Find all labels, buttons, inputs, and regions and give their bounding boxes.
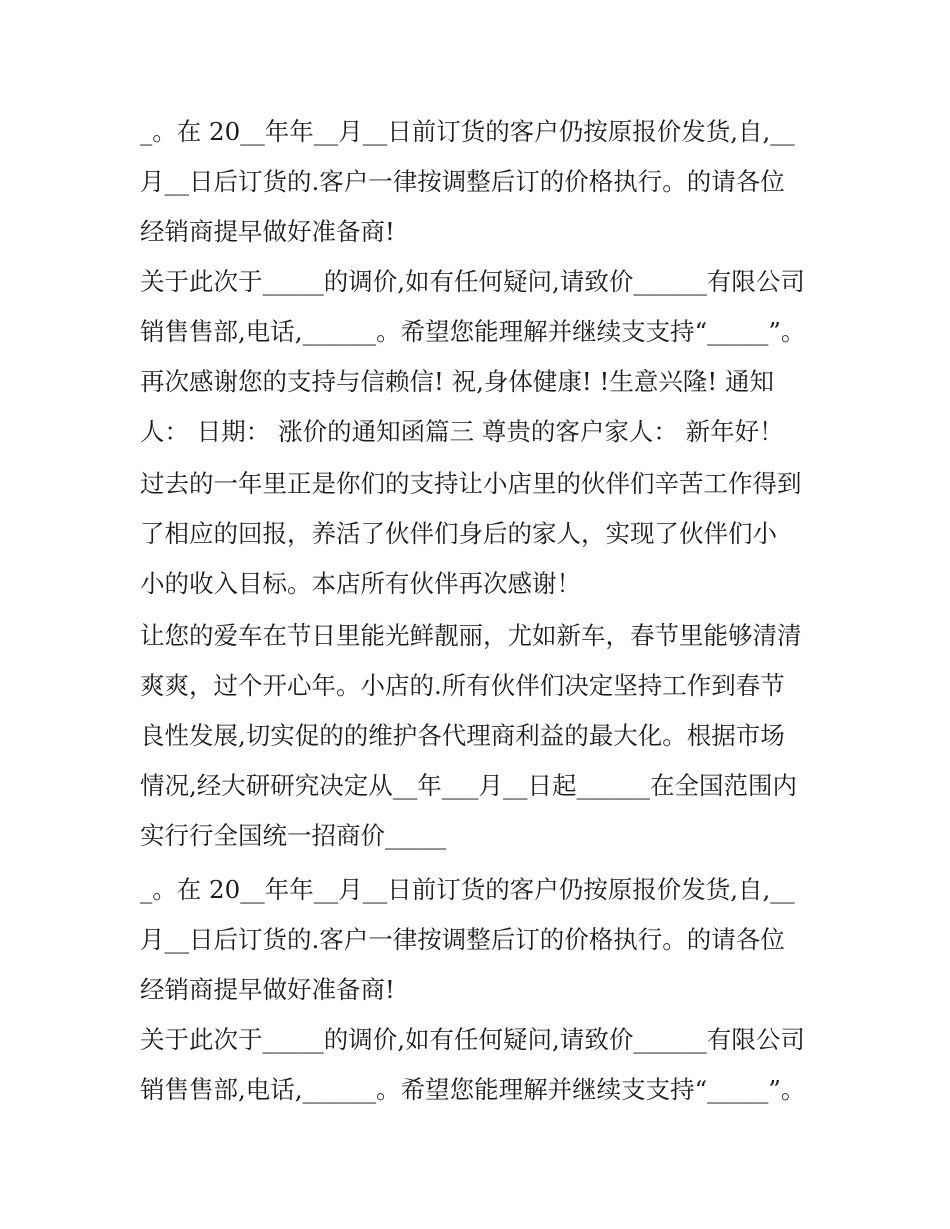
text-line-19: 关于此次于_____的调价,如有任何疑问,请致价______有限公司 bbox=[140, 1025, 805, 1054]
text-line-15: 实行行全国统一招商价_____ bbox=[140, 821, 447, 850]
text-line-13: 良性发展,切实促的的维护各代理商利益的最大化。根据市场 bbox=[140, 721, 785, 750]
text-line-12: 爽爽，过个开心年。小店的.所有伙伴们决定坚持工作到春节 bbox=[140, 671, 785, 700]
text-line-8: 过去的一年里正是你们的支持让小店里的伙伴们辛苦工作得到 bbox=[140, 469, 802, 498]
text-line-7: 人： 日期： 涨价的通知函篇三 尊贵的客户家人： 新年好！ bbox=[140, 417, 784, 446]
text-line-18: 经销商提早做好准备商! bbox=[140, 975, 395, 1004]
text-line-6: 再次感谢您的支持与信赖信! 祝,身体健康! !生意兴隆! 通知 bbox=[140, 367, 775, 396]
text-line-17: 月__日后订货的.客户一律按调整后订的价格执行。的请各位 bbox=[140, 925, 785, 954]
text-line-1: _。在 20__年年__月__日前订货的客户仍按原报价发货,自,__ bbox=[140, 117, 795, 146]
text-line-11: 让您的爱车在节日里能光鲜靓丽，尤如新车，春节里能够清清 bbox=[140, 621, 802, 650]
text-line-9: 了相应的回报，养活了伙伴们身后的家人，实现了伙伴们小 bbox=[140, 519, 777, 548]
text-line-4: 关于此次于_____的调价,如有任何疑问,请致价______有限公司 bbox=[140, 267, 805, 296]
text-line-16: _。在 20__年年__月__日前订货的客户仍按原报价发货,自,__ bbox=[140, 875, 795, 904]
text-line-2: 月__日后订货的.客户一律按调整后订的价格执行。的请各位 bbox=[140, 167, 785, 196]
text-line-10: 小的收入目标。本店所有伙伴再次感谢！ bbox=[140, 569, 581, 598]
text-line-20: 销售售部,电话,______。希望您能理解并继续支支持“_____”。 bbox=[140, 1075, 806, 1104]
text-line-5: 销售售部,电话,______。希望您能理解并继续支支持“_____”。 bbox=[140, 317, 806, 346]
text-line-3: 经销商提早做好准备商! bbox=[140, 217, 395, 246]
text-line-14: 情况,经大研研究决定从__年___月__日起______在全国范围内 bbox=[140, 771, 798, 800]
